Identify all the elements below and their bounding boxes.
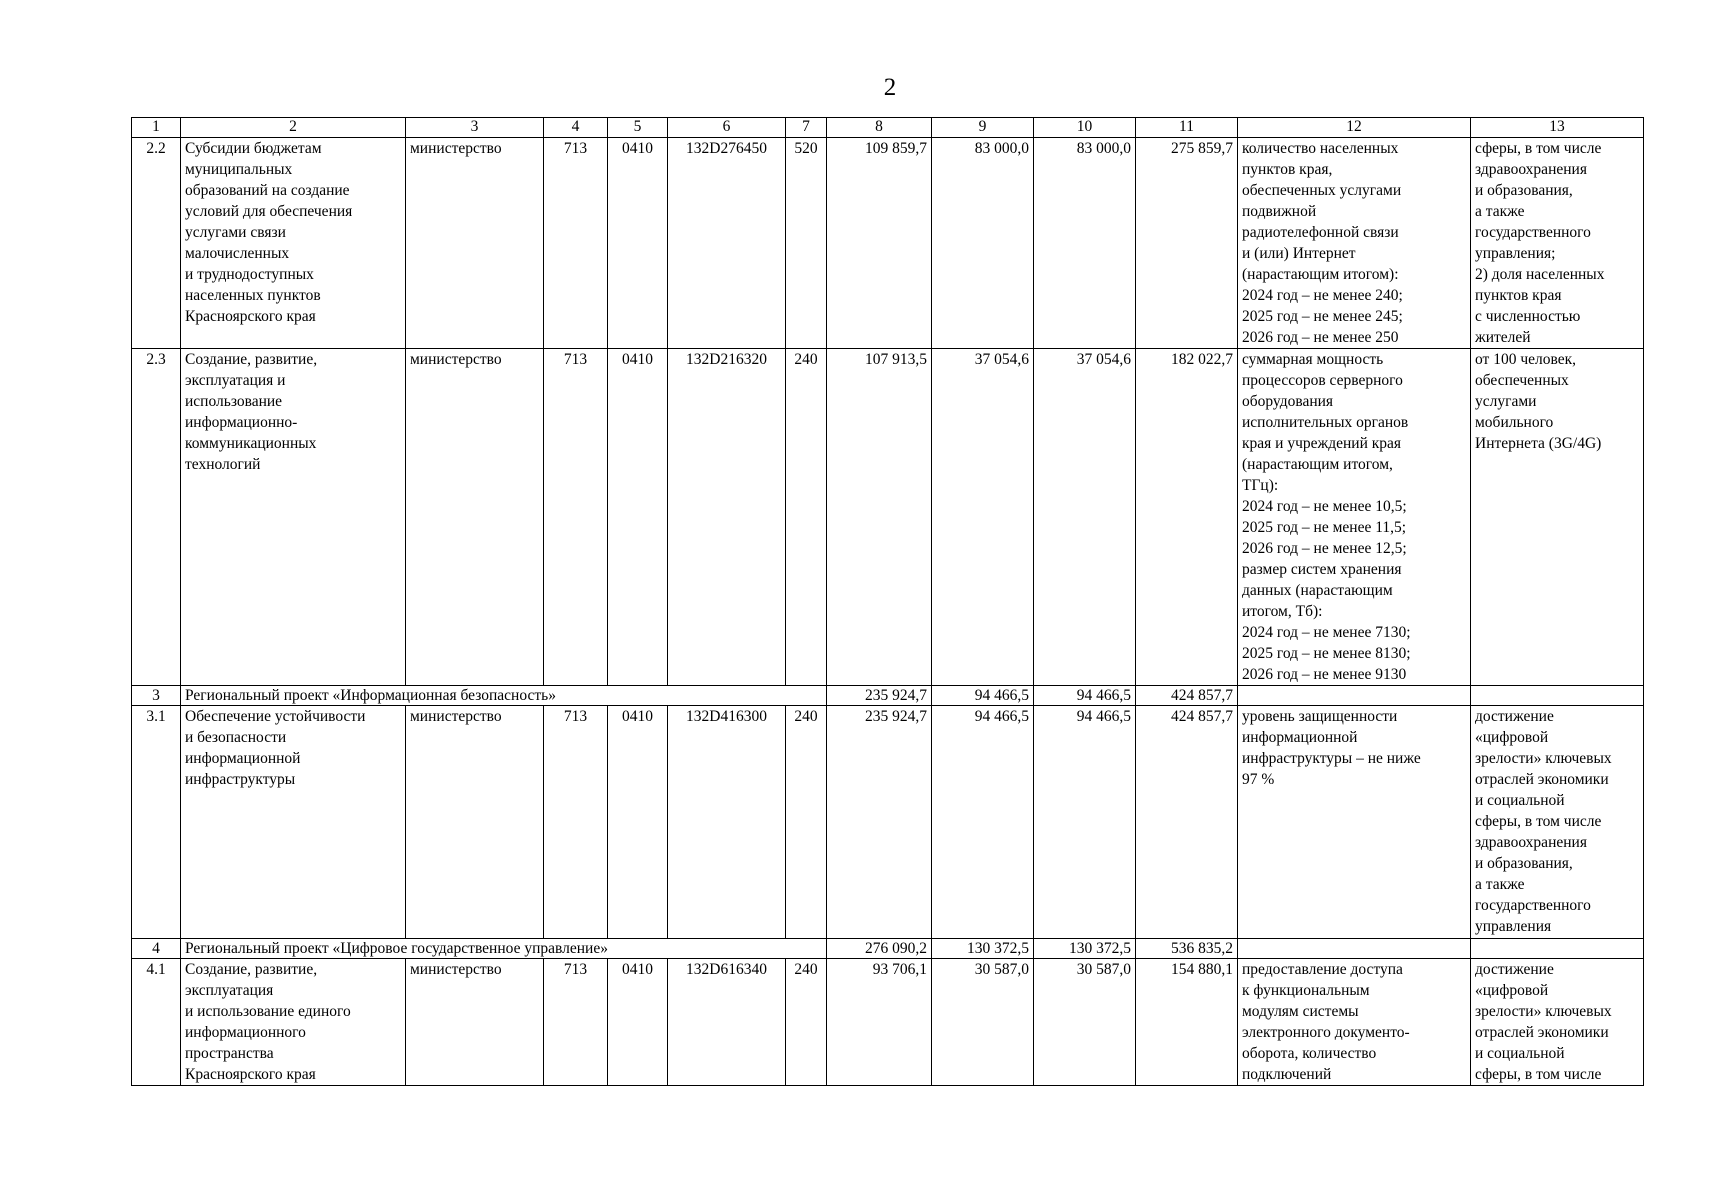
column-header: 6 (668, 118, 786, 138)
row-number: 4 (132, 939, 181, 959)
column-header: 3 (406, 118, 544, 138)
amount-2026: 94 466,5 (1034, 686, 1136, 706)
grbs-code: 713 (544, 349, 608, 686)
goal-indicator (1471, 939, 1644, 959)
column-header: 12 (1238, 118, 1471, 138)
amount-2025: 37 054,6 (932, 349, 1034, 686)
expense-type-code: 520 (786, 138, 827, 349)
executor-cell: министерство (406, 706, 544, 939)
measure-name: Создание, развитие, эксплуатация и использование единого информационного пространства Красноярского края (181, 959, 406, 1086)
amount-2024: 109 859,7 (827, 138, 932, 349)
section-code: 0410 (608, 138, 668, 349)
expected-result (1238, 686, 1471, 706)
expense-type-code: 240 (786, 706, 827, 939)
amount-total: 154 880,1 (1136, 959, 1238, 1086)
table-row (132, 138, 1644, 349)
amount-total: 424 857,7 (1136, 706, 1238, 939)
project-name: Региональный проект «Информационная безопасность» (181, 686, 827, 706)
expected-result: суммарная мощность процессоров серверного оборудования исполнительных органов края и учреждений края (нарастающим итогом, ТГц): 2024 год – не менее 10,5; 2025 год – не менее 11,5; 2026 год – не менее 12,5; размер систем хранения данных (нарастающим итогом, Тб): 2024 год – не менее 7130; 2025 год – не менее 8130; 2026 год – не менее 9130 (1238, 349, 1471, 686)
amount-2024: 93 706,1 (827, 959, 932, 1086)
expected-result (1238, 939, 1471, 959)
target-item-code: 132D216320 (668, 349, 786, 686)
grbs-code: 713 (544, 706, 608, 939)
amount-2025: 130 372,5 (932, 939, 1034, 959)
table-row (132, 706, 1644, 939)
page-number: 2 (883, 74, 897, 101)
column-header: 7 (786, 118, 827, 138)
row-number: 3.1 (132, 706, 181, 939)
amount-2024: 276 090,2 (827, 939, 932, 959)
table-header-row (132, 118, 1644, 138)
target-item-code: 132D416300 (668, 706, 786, 939)
column-header: 11 (1136, 118, 1238, 138)
expected-result: количество населенных пунктов края, обеспеченных услугами подвижной радиотелефонной связи и (или) Интернет (нарастающим итогом): 2024 год – не менее 240; 2025 год – не менее 245; 2026 год – не менее 250 (1238, 138, 1471, 349)
amount-total: 424 857,7 (1136, 686, 1238, 706)
amount-2026: 83 000,0 (1034, 138, 1136, 349)
goal-indicator: от 100 человек, обеспеченных услугами мобильного Интернета (3G/4G) (1471, 349, 1644, 686)
row-number: 3 (132, 686, 181, 706)
measure-name: Создание, развитие, эксплуатация и использование информационно- коммуникационных технологий (181, 349, 406, 686)
table-row-subtotal (132, 939, 1644, 959)
column-header: 13 (1471, 118, 1644, 138)
amount-total: 275 859,7 (1136, 138, 1238, 349)
section-code: 0410 (608, 349, 668, 686)
expense-type-code: 240 (786, 349, 827, 686)
expense-type-code: 240 (786, 959, 827, 1086)
section-code: 0410 (608, 706, 668, 939)
amount-2025: 30 587,0 (932, 959, 1034, 1086)
amount-2026: 37 054,6 (1034, 349, 1136, 686)
executor-cell: министерство (406, 959, 544, 1086)
table-row (132, 349, 1644, 686)
column-header: 2 (181, 118, 406, 138)
executor-cell: министерство (406, 349, 544, 686)
column-header: 4 (544, 118, 608, 138)
column-header: 9 (932, 118, 1034, 138)
amount-2025: 94 466,5 (932, 706, 1034, 939)
amount-2025: 83 000,0 (932, 138, 1034, 349)
amount-2024: 235 924,7 (827, 686, 932, 706)
amount-2024: 235 924,7 (827, 706, 932, 939)
column-header: 5 (608, 118, 668, 138)
amount-2026: 94 466,5 (1034, 706, 1136, 939)
target-item-code: 132D616340 (668, 959, 786, 1086)
row-number: 4.1 (132, 959, 181, 1086)
table-row (132, 959, 1644, 1086)
expected-result: предоставление доступа к функциональным модулям системы электронного документо- оборота, количество подключений (1238, 959, 1471, 1086)
amount-total: 536 835,2 (1136, 939, 1238, 959)
grbs-code: 713 (544, 138, 608, 349)
column-header: 10 (1034, 118, 1136, 138)
measure-name: Обеспечение устойчивости и безопасности информационной инфраструктуры (181, 706, 406, 939)
row-number: 2.3 (132, 349, 181, 686)
amount-total: 182 022,7 (1136, 349, 1238, 686)
amount-2024: 107 913,5 (827, 349, 932, 686)
target-item-code: 132D276450 (668, 138, 786, 349)
amount-2026: 130 372,5 (1034, 939, 1136, 959)
goal-indicator (1471, 686, 1644, 706)
table-row-subtotal (132, 686, 1644, 706)
measure-name: Субсидии бюджетам муниципальных образований на создание условий для обеспечения услугами связи малочисленных и труднодоступных населенных пунктов Красноярского края (181, 138, 406, 349)
executor-cell: министерство (406, 138, 544, 349)
expected-result: уровень защищенности информационной инфраструктуры – не ниже 97 % (1238, 706, 1471, 939)
column-header: 8 (827, 118, 932, 138)
section-code: 0410 (608, 959, 668, 1086)
goal-indicator: сферы, в том числе здравоохранения и образования, а также государственного управления; 2) доля населенных пунктов края с численностью жителей (1471, 138, 1644, 349)
goal-indicator: достижение «цифровой зрелости» ключевых отраслей экономики и социальной сферы, в том числе (1471, 959, 1644, 1086)
goal-indicator: достижение «цифровой зрелости» ключевых отраслей экономики и социальной сферы, в том числе здравоохранения и образования, а также государственного управления (1471, 706, 1644, 939)
row-number: 2.2 (132, 138, 181, 349)
project-name: Региональный проект «Цифровое государственное управление» (181, 939, 827, 959)
amount-2026: 30 587,0 (1034, 959, 1136, 1086)
amount-2025: 94 466,5 (932, 686, 1034, 706)
budget-table (131, 117, 1644, 1086)
column-header: 1 (132, 118, 181, 138)
grbs-code: 713 (544, 959, 608, 1086)
